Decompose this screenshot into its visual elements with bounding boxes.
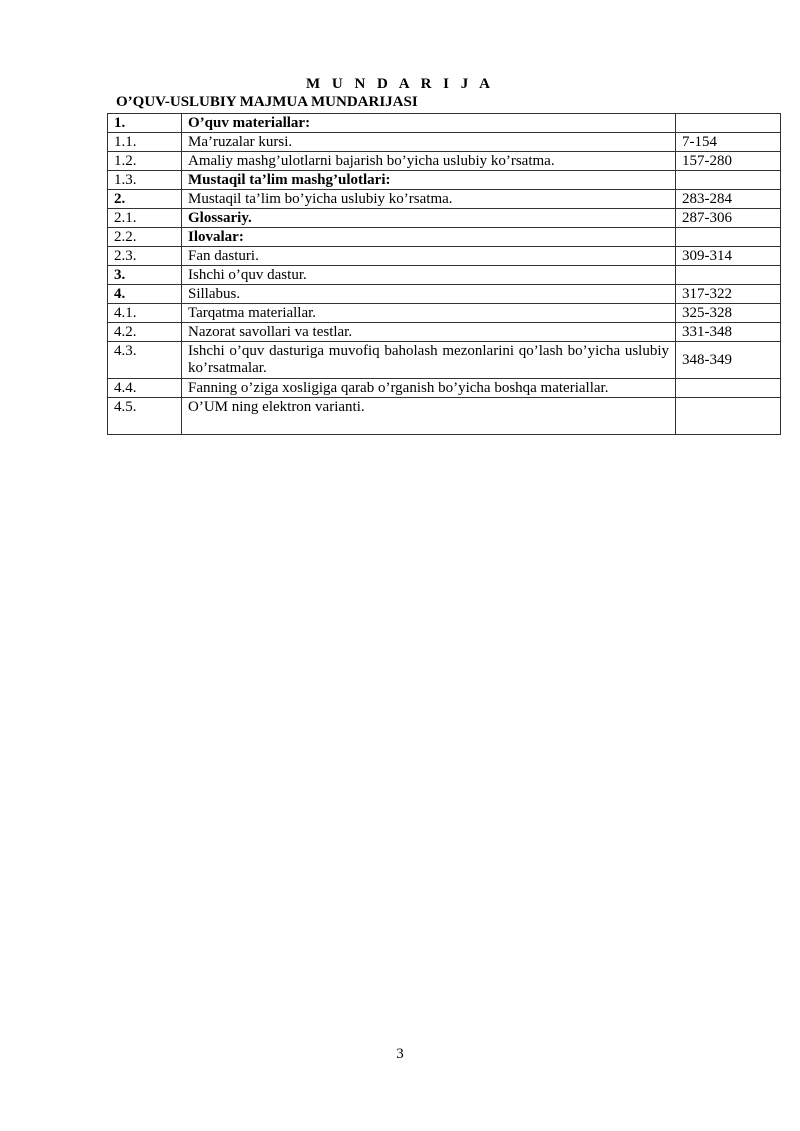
table-row — [108, 152, 781, 171]
row-pages — [676, 379, 781, 398]
table-row — [108, 285, 781, 304]
row-number: 1.1. — [108, 133, 182, 152]
table-row — [108, 323, 781, 342]
row-title: Fanning o’ziga xosligiga qarab o’rganish bo’yicha boshqa materiallar. — [182, 379, 676, 398]
row-number: 2.1. — [108, 209, 182, 228]
row-title: Glossariy. — [182, 209, 676, 228]
row-number: 3. — [108, 266, 182, 285]
row-pages: 157-280 — [676, 152, 781, 171]
table-row — [108, 228, 781, 247]
row-pages: 331-348 — [676, 323, 781, 342]
row-title: Mustaqil ta’lim bo’yicha uslubiy ko’rsatma. — [182, 190, 676, 209]
row-pages — [676, 228, 781, 247]
document-subtitle: O’QUV-USLUBIY MAJMUA MUNDARIJASI — [116, 94, 418, 110]
table-row — [108, 266, 781, 285]
row-pages: 287-306 — [676, 209, 781, 228]
row-pages — [676, 398, 781, 435]
row-pages: 309-314 — [676, 247, 781, 266]
row-pages — [676, 171, 781, 190]
row-pages — [676, 266, 781, 285]
row-pages — [676, 114, 781, 133]
row-title: Ilovalar: — [182, 228, 676, 247]
row-number: 1.3. — [108, 171, 182, 190]
row-number: 4. — [108, 285, 182, 304]
table-row — [108, 190, 781, 209]
page-title: M U N D A R I J A — [305, 76, 494, 92]
row-title: Fan dasturi. — [182, 247, 676, 266]
row-pages: 325-328 — [676, 304, 781, 323]
row-title: Amaliy mashg’ulotlarni bajarish bo’yicha uslubiy ko’rsatma. — [182, 152, 676, 171]
row-number: 4.3. — [108, 342, 182, 379]
row-number: 4.1. — [108, 304, 182, 323]
table-row — [108, 209, 781, 228]
table-row — [108, 379, 781, 398]
row-number: 4.4. — [108, 379, 182, 398]
row-pages: 283-284 — [676, 190, 781, 209]
row-pages: 348-349 — [676, 342, 781, 379]
row-title: Tarqatma materiallar. — [182, 304, 676, 323]
row-number: 2.2. — [108, 228, 182, 247]
row-title: Nazorat savollari va testlar. — [182, 323, 676, 342]
row-title: Ishchi o’quv dasturiga muvofiq baholash mezonlarini qo’lash bo’yicha uslubiy ko’rsatmalar. — [182, 342, 676, 379]
row-pages: 317-322 — [676, 285, 781, 304]
table-row — [108, 247, 781, 266]
table-row — [108, 342, 781, 379]
table-row — [108, 114, 781, 133]
table-row — [108, 398, 781, 435]
row-number: 2. — [108, 190, 182, 209]
row-title: Mustaqil ta’lim mashg’ulotlari: — [182, 171, 676, 190]
row-title: O’UM ning elektron varianti. — [182, 398, 676, 435]
row-title: Ishchi o’quv dastur. — [182, 266, 676, 285]
row-pages: 7-154 — [676, 133, 781, 152]
row-number: 4.5. — [108, 398, 182, 435]
row-title: Ma’ruzalar kursi. — [182, 133, 676, 152]
table-row — [108, 171, 781, 190]
row-number: 1.2. — [108, 152, 182, 171]
page-number: 3 — [396, 1046, 404, 1062]
table-row — [108, 304, 781, 323]
row-number: 1. — [108, 114, 182, 133]
row-number: 2.3. — [108, 247, 182, 266]
contents-table — [107, 113, 781, 435]
table-row — [108, 133, 781, 152]
row-title: Sillabus. — [182, 285, 676, 304]
row-title: O’quv materiallar: — [182, 114, 676, 133]
row-number: 4.2. — [108, 323, 182, 342]
